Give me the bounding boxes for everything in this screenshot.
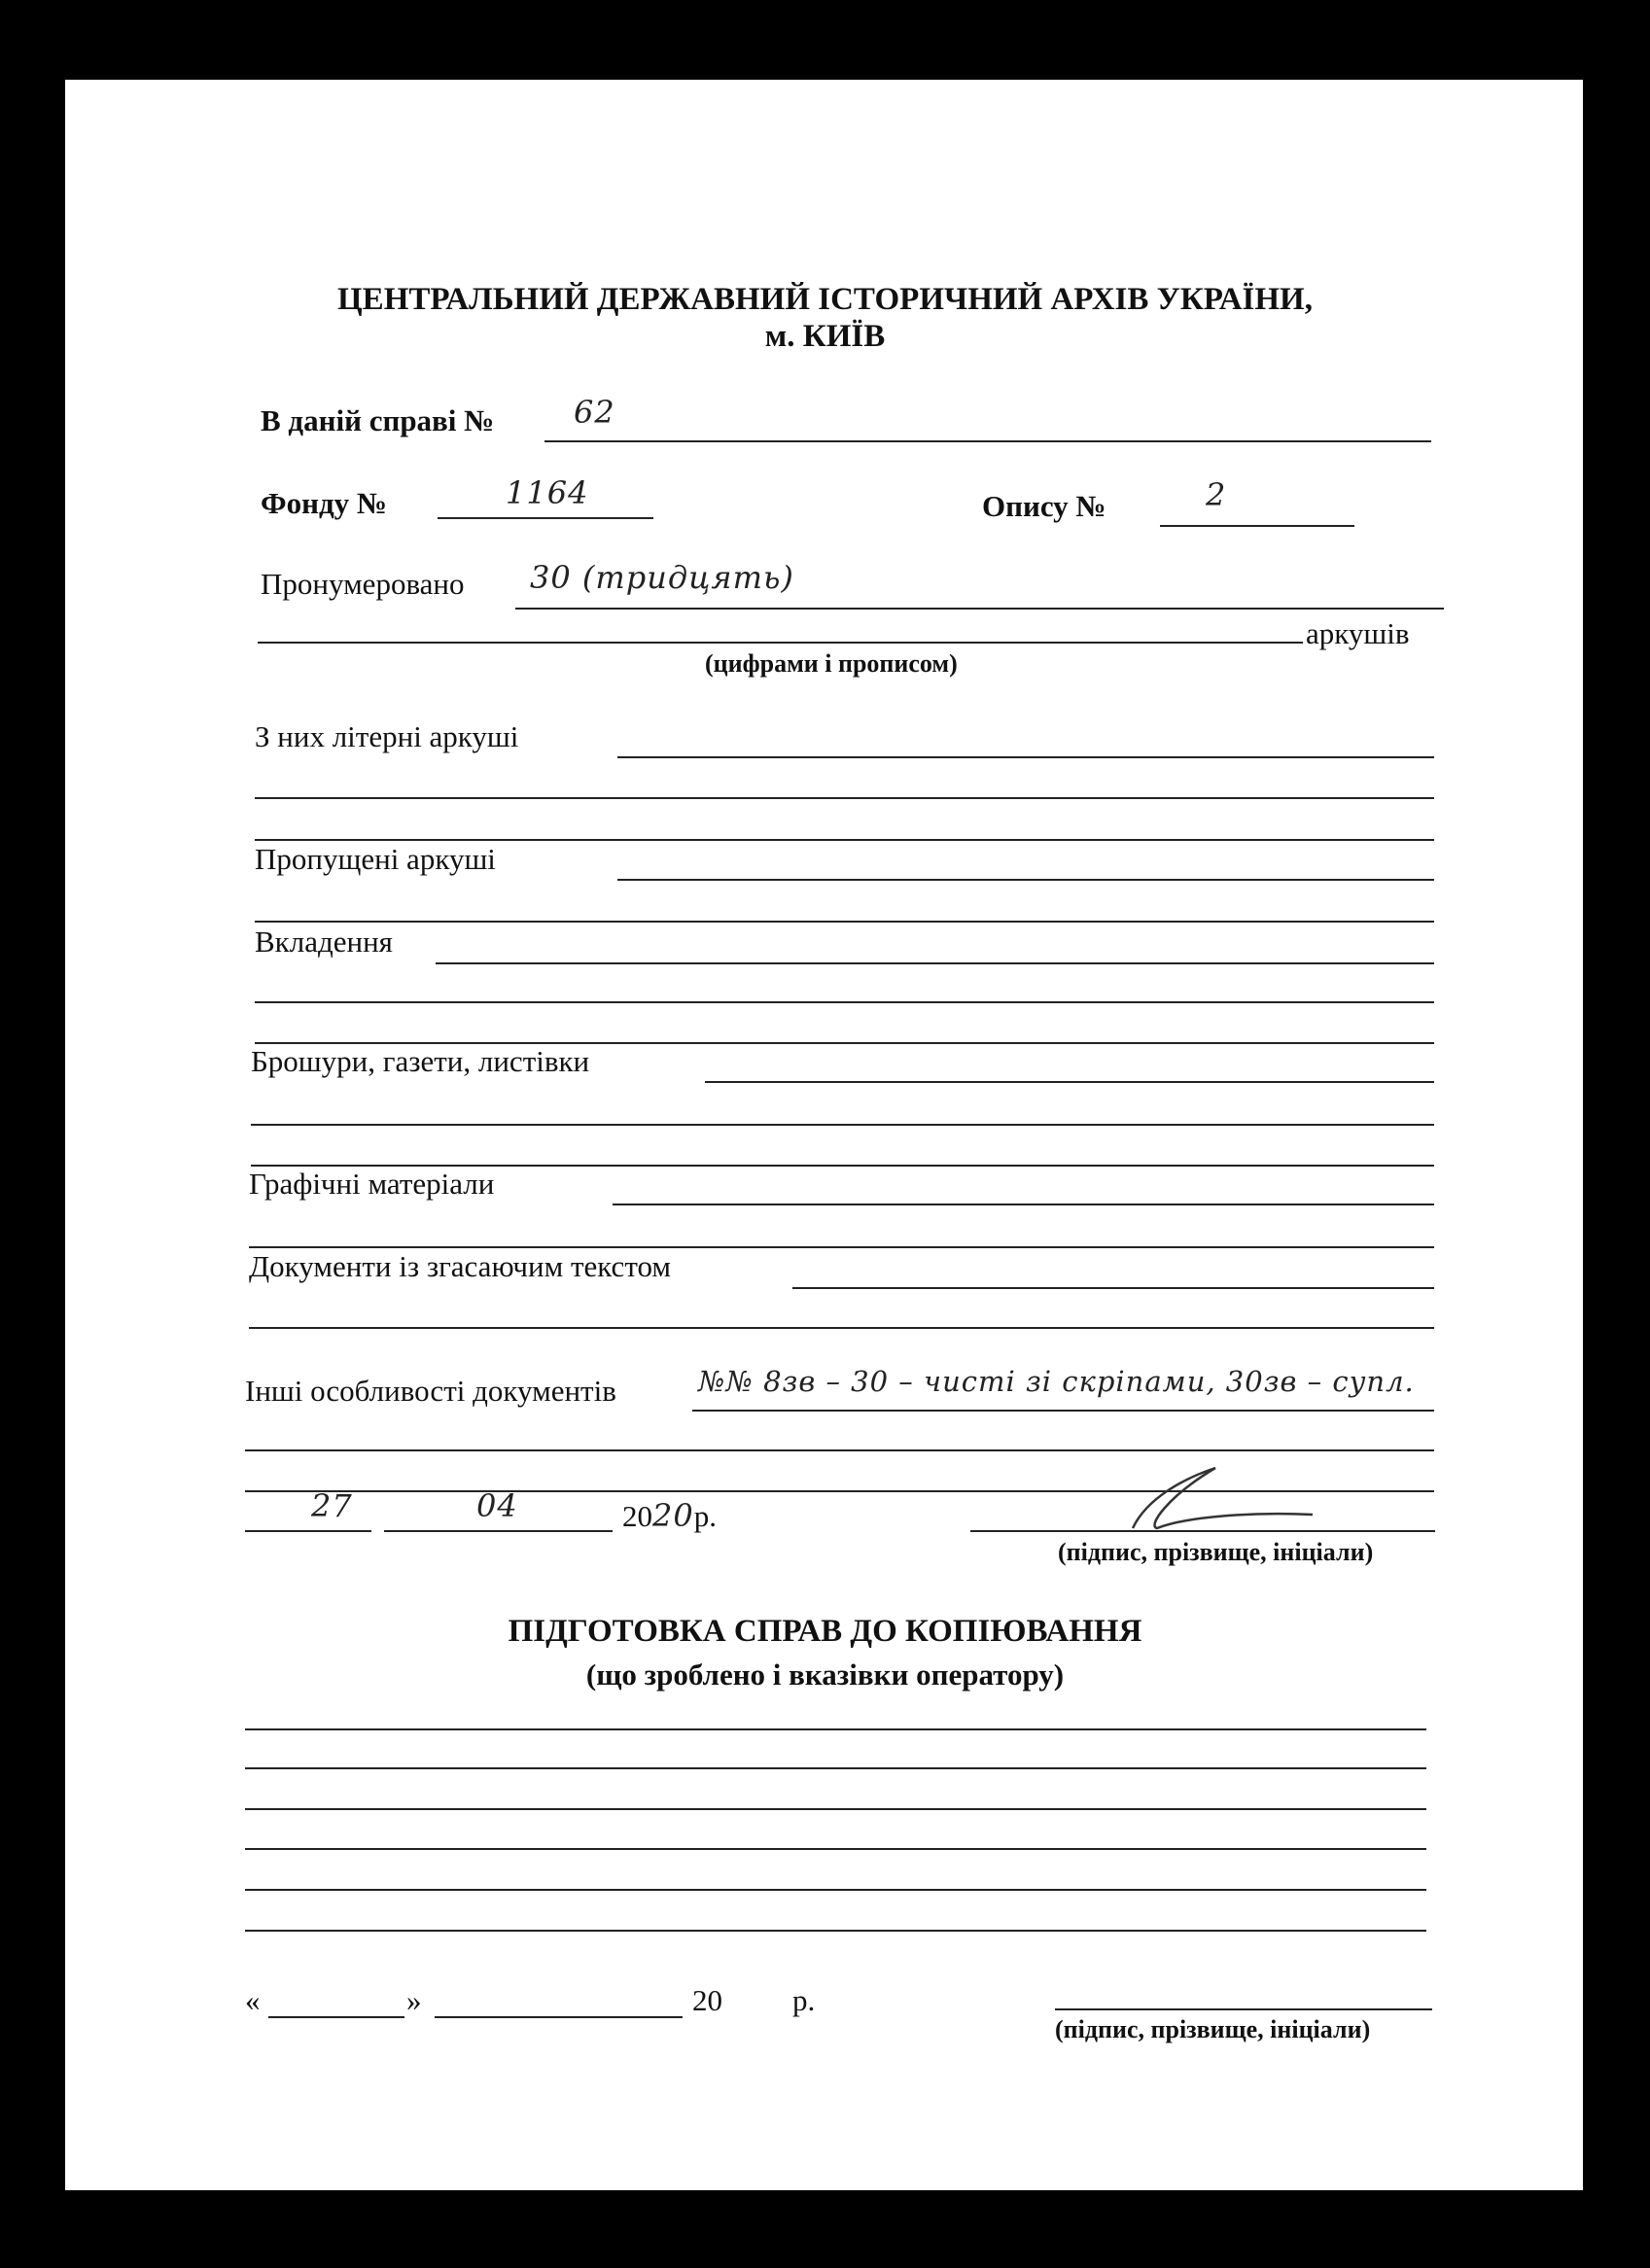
signature-mark bbox=[1128, 1458, 1322, 1536]
date-year bbox=[622, 1497, 717, 1534]
year-suffix[interactable]: 20 bbox=[652, 1497, 694, 1534]
numbered-label: Пронумеровано bbox=[261, 567, 465, 601]
year-r: р. bbox=[693, 1499, 717, 1533]
field-attachments: Вкладення bbox=[255, 925, 393, 959]
other-label: Інші особливості документів bbox=[245, 1374, 616, 1408]
field-brochures: Брошури, газети, листівки bbox=[251, 1044, 590, 1078]
fund-number[interactable]: 1164 bbox=[506, 474, 589, 511]
other-value[interactable]: №№ 8зв – 30 – чисті зі скріпами, 30зв – супл. bbox=[698, 1365, 1415, 1398]
case-number[interactable]: 62 bbox=[574, 394, 615, 431]
footer-open-quote: « bbox=[245, 1983, 261, 2017]
date-month[interactable]: 04 bbox=[476, 1487, 518, 1524]
footer-close-quote: » bbox=[406, 1983, 422, 2017]
fund-label: Фонду № bbox=[261, 486, 388, 520]
year-prefix: 20 bbox=[622, 1499, 652, 1533]
case-label: В даній справі № bbox=[261, 403, 495, 437]
prep-subtitle: (що зроблено і вказівки оператору) bbox=[585, 1657, 1065, 1692]
inventory-label: Опису № bbox=[982, 489, 1106, 523]
numbered-hint: (цифрами і прописом) bbox=[705, 649, 958, 678]
footer-signature-hint: (підпис, прізвище, ініціали) bbox=[1055, 2015, 1371, 2043]
numbered-value[interactable]: 30 (тридцять) bbox=[530, 559, 794, 596]
archive-form-page bbox=[65, 80, 1583, 2190]
sheets-label: аркушів bbox=[1306, 616, 1410, 650]
signature-hint: (підпис, прізвище, ініціали) bbox=[1058, 1538, 1374, 1566]
field-missing-sheets: Пропущені аркуші bbox=[255, 842, 496, 876]
footer-r: р. bbox=[792, 1983, 816, 2017]
archive-title: ЦЕНТРАЛЬНИЙ ДЕРЖАВНИЙ ІСТОРИЧНИЙ АРХІВ УКРАЇНИ, bbox=[337, 282, 1313, 317]
field-graphics: Графічні матеріали bbox=[249, 1167, 495, 1201]
field-letter-sheets: З них літерні аркуші bbox=[255, 719, 519, 753]
footer-year-prefix: 20 bbox=[692, 1983, 722, 2017]
prep-title: ПІДГОТОВКА СПРАВ ДО КОПІЮВАННЯ bbox=[508, 1614, 1142, 1649]
field-fading-text: Документи із згасаючим текстом bbox=[249, 1249, 671, 1283]
date-day[interactable]: 27 bbox=[311, 1487, 353, 1524]
inventory-number[interactable]: 2 bbox=[1206, 476, 1227, 513]
archive-city: м. КИЇВ bbox=[764, 319, 886, 354]
